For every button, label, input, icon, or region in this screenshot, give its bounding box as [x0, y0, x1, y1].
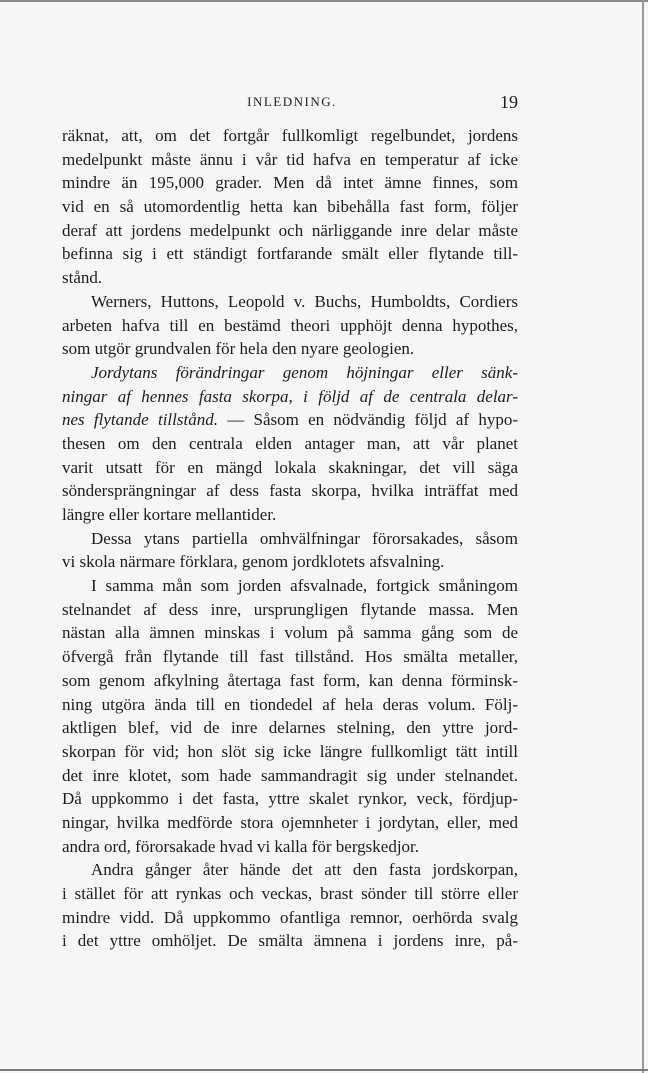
text-segment: öfvergå från flytande till fast tillstånd. Hos smälta metaller, — [62, 647, 518, 667]
text-segment: befinna sig i ett ständigt fortfarande smält eller flytande till- — [62, 244, 518, 264]
text-segment: mindre vidd. Då uppkommo ofantliga remnor, oerhörda svalg — [62, 907, 518, 927]
text-line — [62, 621, 518, 645]
text-segment: vid en så utomordentlig hetta kan bibehålla fast form, följer — [62, 197, 518, 217]
text-segment: i stället för att rynkas och veckas, brast sönder till större eller — [62, 884, 518, 903]
text-segment: det inre klotet, som hade sammandragit sig under stelnandet. — [62, 765, 518, 785]
text-line — [62, 479, 518, 503]
text-line — [62, 716, 518, 740]
text-line — [62, 645, 518, 669]
text-segment: som genom afkylning återtaga fast form, kan denna förminsk- — [62, 670, 518, 690]
text-segment: mindre än 195,000 grader. Men då intet ämne finnes, som — [62, 173, 518, 193]
text-line — [62, 882, 518, 906]
text-line — [62, 527, 518, 551]
text-segment: thesen om den centrala elden antager man, att vår planet — [62, 433, 518, 453]
text-segment: deraf att jordens medelpunkt och närliggande inre delar måste — [62, 220, 518, 240]
text-line — [62, 266, 518, 290]
text-segment: — Såsom en nödvändig följd af hypo- — [217, 410, 518, 430]
text-segment: andra ord, förorsakade hvad vi kalla för bergskedjor. — [62, 836, 420, 856]
text-segment: aktligen blef, vid de inre delarnes stelning, den yttre jord- — [62, 718, 518, 738]
text-line — [62, 195, 518, 219]
text-segment: Andra gånger åter hände det att den fasta jordskorpan, — [91, 860, 518, 880]
text-segment: längre eller kortare mellantider. — [62, 505, 277, 524]
page-edge-right — [642, 0, 644, 1073]
text-segment: ningar, hvilka medförde stora ojemnheter i jordytan, eller, med — [62, 812, 518, 832]
text-line — [62, 290, 518, 314]
text-segment: stelnandet af dess inre, ursprungligen flytande massa. Men — [62, 599, 518, 619]
text-line — [62, 598, 518, 622]
text-line — [62, 669, 518, 693]
text-line — [62, 385, 518, 409]
text-line — [62, 787, 518, 811]
page-edge-top — [0, 0, 648, 2]
text-line — [62, 361, 518, 385]
text-segment: Då uppkommo i det fasta, yttre skalet rynkor, veck, fördjup- — [62, 789, 518, 809]
text-line — [62, 740, 518, 764]
text-segment: varit utsatt för en mängd lokala skakningar, det vill säga — [62, 457, 518, 477]
text-line — [62, 148, 518, 172]
text-segment: stånd. — [62, 268, 103, 288]
text-line — [62, 171, 518, 195]
text-segment: räknat, att, om det fortgår fullkomligt regelbundet, jordens — [62, 126, 518, 145]
text-line — [62, 764, 518, 788]
running-title: INLEDNING. — [247, 94, 337, 109]
text-line — [62, 242, 518, 266]
text-segment: Jordytans förändringar genom höjningar eller sänk- — [91, 362, 518, 382]
text-line — [62, 408, 518, 432]
text-segment: ning utgöra ända till en tiondedel af hela deras volum. Följ- — [62, 694, 518, 714]
text-segment: I samma mån som jorden afsvalnade, fortgick småningom — [91, 576, 518, 596]
text-segment: vi skola närmare förklara, genom jordklotets afsvalning. — [62, 552, 445, 572]
text-line — [62, 124, 518, 148]
text-line — [62, 550, 518, 574]
text-segment: söndersprängningar af dess fasta skorpa, hvilka inträffat med — [62, 481, 518, 501]
text-line — [62, 456, 518, 480]
text-line — [62, 219, 518, 243]
text-segment: Dessa ytans partiella omhvälfningar förorsakades, såsom — [91, 528, 518, 548]
text-line — [62, 811, 518, 835]
text-line — [62, 906, 518, 930]
text-line — [62, 314, 518, 338]
text-segment: ningar af hennes fasta skorpa, i följd af de centrala delar- — [62, 386, 518, 406]
text-segment: som utgör grundvalen för hela den nyare geologien. — [62, 339, 415, 359]
page-edge-bottom — [0, 1069, 648, 1071]
text-line — [62, 858, 518, 882]
text-segment: arbeten hafva till en bestämd theori upphöjt denna hypothes, — [62, 315, 518, 335]
text-segment: nes flytande tillstånd. — [62, 410, 218, 430]
text-line — [62, 503, 518, 527]
running-head — [62, 92, 518, 114]
text-line — [62, 337, 518, 361]
text-segment: skorpan för vid; hon slöt sig icke längre fullkomligt tätt intill — [62, 741, 518, 761]
text-line — [62, 574, 518, 598]
text-segment: medelpunkt måste ännu i vår tid hafva en temperatur af icke — [62, 149, 518, 169]
text-line — [62, 693, 518, 717]
page-number: 19 — [500, 92, 518, 112]
text-segment: i det yttre omhöljet. De smälta ämnena i jordens inre, på- — [62, 931, 518, 951]
text-segment: Werners, Huttons, Leopold v. Buchs, Humboldts, Cordiers — [91, 291, 518, 311]
text-line — [62, 929, 518, 953]
text-line — [62, 432, 518, 456]
text-line — [62, 835, 518, 859]
text-segment: nästan alla ämnen minskas i volum på samma gång som de — [62, 623, 518, 643]
body-text — [62, 124, 518, 953]
